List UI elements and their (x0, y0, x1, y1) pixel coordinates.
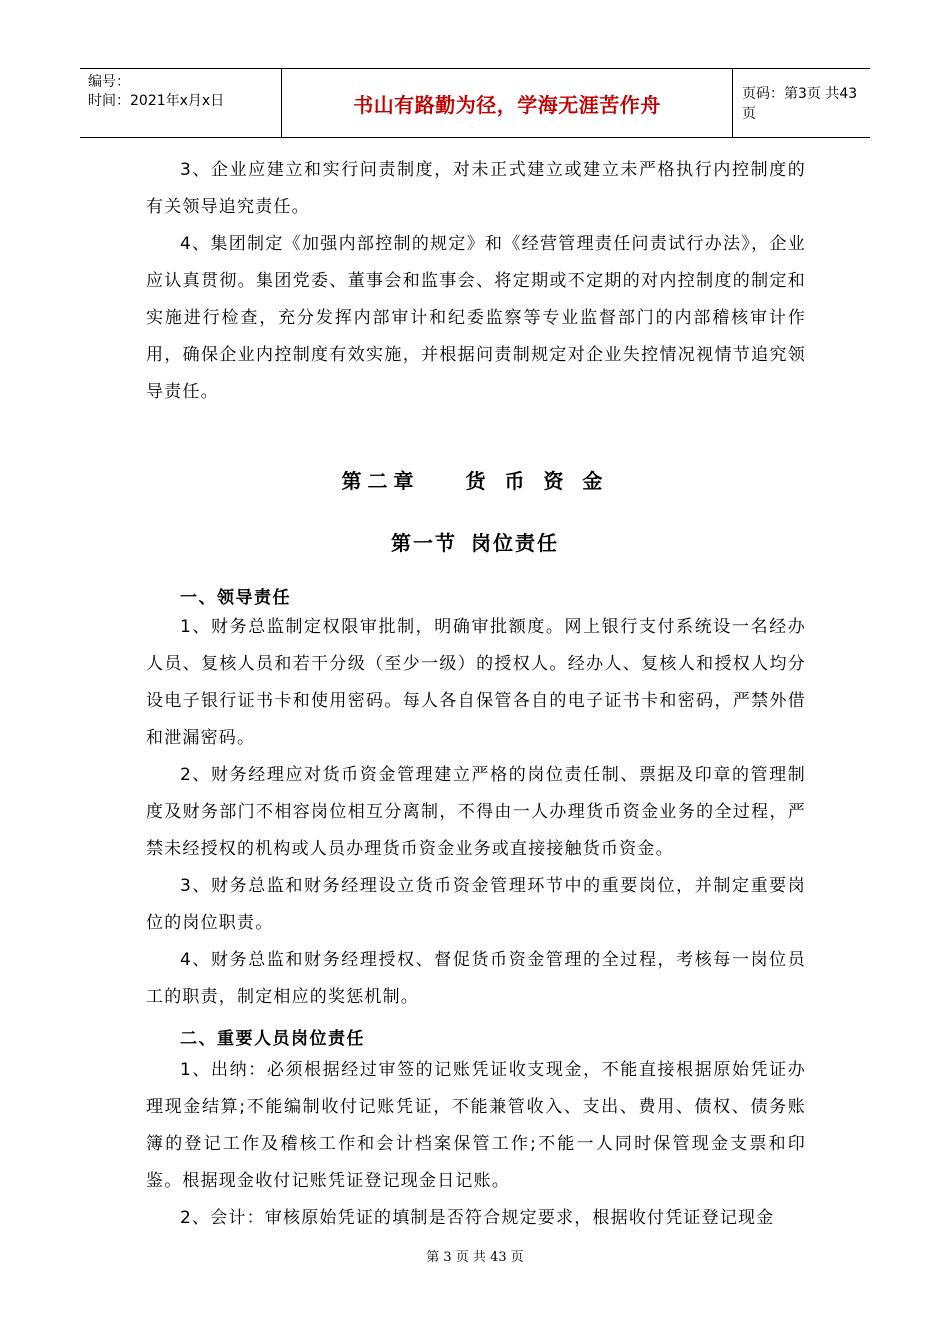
doc-date: 时间：2021年x月x日 (88, 93, 225, 109)
subheading-key-staff: 二、重要人员岗位责任 (180, 1029, 365, 1049)
section-heading (0, 527, 950, 556)
paragraph-intro-3: 3、企业应建立和实行问责制度，对未正式建立或建立未严格执行内控制度的有关领导追究责任。 (146, 160, 806, 217)
header-page-number: 页码：第3页 共43页 (742, 86, 858, 122)
paragraph-staff-2: 2、会计：审核原始凭证的填制是否符合规定要求，根据收付凭证登记现金 (180, 1208, 775, 1228)
page-footer: 第 3 页 共 43 页 (426, 1250, 524, 1265)
header-motto-cell (282, 69, 733, 137)
doc-number-label: 编号： (88, 74, 130, 90)
page-header (80, 68, 870, 138)
paragraph-leadership-3: 3、财务总监和财务经理设立货币资金管理环节中的重要岗位，并制定重要岗位的岗位职责。 (146, 876, 806, 933)
paragraph-leadership-1: 1、财务总监制定权限审批制，明确审批额度。网上银行支付系统设一名经办人员、复核人员和若干分级（至少一级）的授权人。经办人、复核人和授权人均分设电子银行证书卡和使用密码。每人各自保管各自的电子证书卡和密码，严禁外借和泄漏密码。 (146, 617, 806, 748)
paragraph-intro-4: 4、集团制定《加强内部控制的规定》和《经营管理责任问责试行办法》，企业应认真贯彻。集团党委、董事会和监事会、将定期或不定期的对内控制度的制定和实施进行检查，充分发挥内部审计和纪委监察等专业监督部门的内部稽核审计作用，确保企业内控制度有效实施，并根据问责制规定对企业失控情况视情节追究领导责任。 (146, 234, 806, 402)
header-meta (80, 69, 282, 137)
section-number: 第一节 (391, 531, 457, 555)
chapter-number: 第二章 (341, 469, 420, 493)
chapter-heading (0, 465, 950, 494)
chapter-title: 货 币 资 金 (465, 469, 609, 493)
paragraph-staff-1: 1、出纳：必须根据经过审签的记账凭证收支现金，不能直接根据原始凭证办理现金结算;不能编制收付记账凭证，不能兼管收入、支出、费用、债权、债务账簿的登记工作及稽核工作和会计档案保管工作;不能一人同时保管现金支票和印鉴。根据现金收付记账凭证登记现金日记账。 (146, 1060, 806, 1191)
header-page-cell (732, 69, 870, 137)
paragraph-leadership-4: 4、财务总监和财务经理授权、督促货币资金管理的全过程，考核每一岗位员工的职责，制定相应的奖惩机制。 (146, 950, 806, 1007)
paragraph-leadership-2: 2、财务经理应对货币资金管理建立严格的岗位责任制、票据及印章的管理制度及财务部门不相容岗位相互分离制，不得由一人办理货币资金业务的全过程，严禁未经授权的机构或人员办理货币资金业务或直接接触货币资金。 (146, 765, 806, 859)
header-motto: 书山有路勤为径，学海无涯苦作舟 (353, 92, 661, 117)
section-title: 岗位责任 (471, 531, 559, 555)
subheading-leadership: 一、领导责任 (180, 588, 291, 608)
